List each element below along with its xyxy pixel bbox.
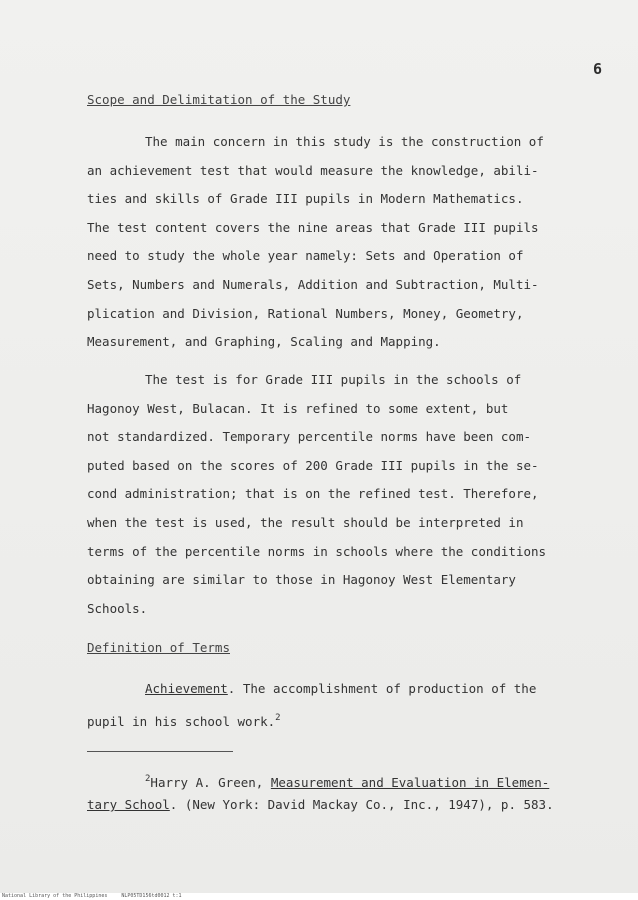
footnote-title: Measurement and Evaluation in Elemen- (270, 775, 550, 790)
text-line: Schools. (87, 600, 148, 616)
text-line (87, 675, 607, 704)
text-line: terms of the percentile norms in schools where the conditions (87, 543, 547, 559)
scan-footer-bar (0, 893, 638, 900)
text-line (87, 704, 607, 737)
section-heading-definitions: Definition of Terms (87, 640, 230, 655)
footnote-reference: 2 (275, 712, 281, 723)
text-line: The test is for Grade III pupils in the schools of (145, 372, 522, 387)
text-line: cond administration; that is on the refined test. Therefore, (87, 486, 539, 502)
scope-paragraph-1 (87, 128, 607, 357)
text-line: The main concern in this study is the construction of (145, 134, 544, 149)
text-line (87, 794, 617, 816)
text-line (87, 768, 617, 794)
text-line: Measurement, and Graphing, Scaling and Mapping. (87, 334, 441, 350)
text-line: Sets, Numbers and Numerals, Addition and Subtraction, Multi- (87, 276, 539, 292)
text-line: The test content covers the nine areas that Grade III pupils (87, 219, 539, 235)
library-name: National Library of the Philippines (2, 893, 108, 899)
footnote-publication: . (New York: David Mackay Co., Inc., 1947), p. 583. (169, 797, 554, 812)
page-number: 6 (593, 60, 603, 78)
footnote-author: Harry A. Green, (150, 775, 271, 790)
footnote-title-cont: tary School (87, 797, 170, 812)
term-definition-cont: pupil in his school work. (87, 713, 276, 729)
footnote-mark: 2 (145, 774, 151, 784)
section-heading-scope: Scope and Delimitation of the Study (87, 92, 351, 107)
text-line: ties and skills of Grade III pupils in Modern Mathematics. (87, 191, 524, 207)
term-achievement: Achievement (145, 681, 228, 696)
text-line: obtaining are similar to those in Hagonoy West Elementary (87, 572, 516, 588)
text-line: plication and Division, Rational Numbers, Money, Geometry, (87, 305, 524, 321)
text-line: when the test is used, the result should be interpreted in (87, 514, 524, 530)
footnote-divider (87, 751, 233, 752)
text-line: not standardized. Temporary percentile norms have been com- (87, 429, 532, 445)
text-line: an achievement test that would measure the knowledge, abili- (87, 162, 539, 178)
scope-paragraph-2 (87, 366, 607, 623)
text-line: Hagonoy West, Bulacan. It is refined to some extent, but (87, 400, 509, 416)
document-code: NLP05TD156td0012 t:1 (121, 893, 182, 899)
text-line: puted based on the scores of 200 Grade III pupils in the se- (87, 457, 539, 473)
definition-achievement (87, 675, 607, 736)
term-definition: . The accomplishment of production of the (227, 681, 537, 696)
text-line: need to study the whole year namely: Sets and Operation of (87, 248, 524, 264)
footnote (87, 768, 617, 816)
